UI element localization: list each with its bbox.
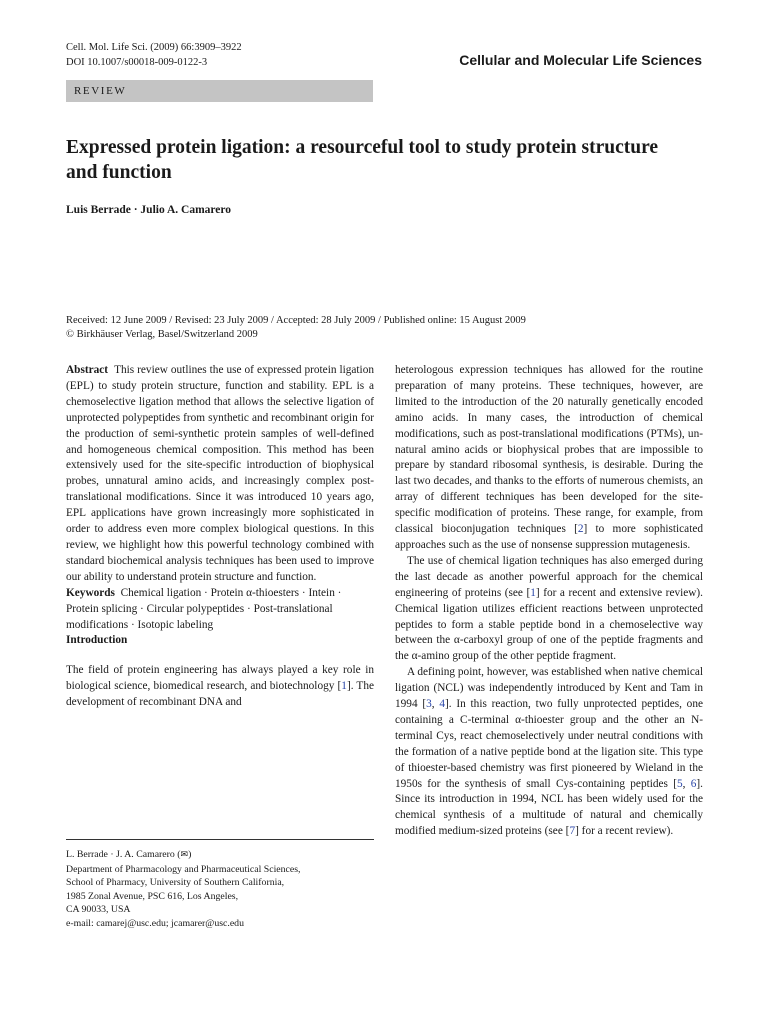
body-text: , xyxy=(682,777,691,790)
ref-link[interactable]: 6 xyxy=(690,777,697,790)
footnote-authors-close: ) xyxy=(188,849,192,860)
citation: Cell. Mol. Life Sci. (2009) 66:3909–3922 xyxy=(66,42,242,53)
body-text: heterologous expression techniques has allowed for the routine preparation of many proteins. These techniques, however, are limited to the introduction of the 20 naturally genetically encoded amino acids. In many cases, the introduction of chemical modifications, such as post-translational modifications (PTMs), un-natural amino acids or biophysical probes that are impossible to prepare by standard ribosomal synthesis, is desirable. During the last two decades, and thanks to the efforts of numerous chemists, an array of different techniques has been developed for the site-specific modification of proteins. These range, for example, from classical bioconjugation techniques [ xyxy=(395,364,703,536)
intro-text: The field of protein engineering has always played a key role in biological science, biomedical research, and biotechnology [ xyxy=(66,664,374,693)
introduction-heading: Introduction xyxy=(66,634,128,647)
body-paragraph xyxy=(395,665,703,840)
left-column xyxy=(66,363,374,711)
body-text: , xyxy=(431,698,440,711)
dates-line: Received: 12 June 2009 / Revised: 23 July 2009 / Accepted: 28 July 2009 / Published online: 15 August 2009 xyxy=(66,315,526,326)
copyright-line: © Birkhäuser Verlag, Basel/Switzerland 2009 xyxy=(66,329,258,340)
review-label: REVIEW xyxy=(66,80,373,102)
keywords-label: Keywords xyxy=(66,586,115,599)
intro-text: ]. The development of recombinant DNA and xyxy=(66,680,374,709)
ref-link[interactable]: 4 xyxy=(439,698,446,711)
body-paragraph xyxy=(395,363,703,554)
ref-link[interactable]: 7 xyxy=(569,825,576,838)
envelope-icon: ✉ xyxy=(180,850,189,860)
keywords xyxy=(66,586,374,634)
ref-link[interactable]: 1 xyxy=(341,680,347,693)
abstract xyxy=(66,363,374,586)
footnote-authors xyxy=(66,848,376,863)
body-text: ] for a recent review). xyxy=(575,825,674,838)
body-text: A defining point, however, was established when native chemical ligation (NCL) was independently introduced by Kent and Tam in 1994 [ xyxy=(395,666,703,711)
author-footnote xyxy=(66,848,376,931)
ref-link[interactable]: 2 xyxy=(577,523,584,536)
footnote-divider xyxy=(66,839,374,840)
introduction-paragraph xyxy=(66,663,374,711)
article-title: Expressed protein ligation: a resourceful tool to study protein structure and function xyxy=(66,137,659,183)
publication-history xyxy=(66,314,526,342)
affiliation-line: School of Pharmacy, University of Southern California, xyxy=(66,877,285,889)
affiliation-line: Department of Pharmacology and Pharmaceutical Sciences, xyxy=(66,863,301,875)
journal-name: Cellular and Molecular Life Sciences xyxy=(459,52,702,68)
body-text: ]. Since its introduction in 1994, NCL has been widely used for the chemical synthesis of a multitude of natural and chemically modified medium-sized proteins (see [ xyxy=(395,777,703,838)
body-text: ]. In this reaction, two fully unprotected peptides, one containing a C-terminal α-thioester group and the other an N-terminal Cys, react chemoselectively under neutral conditions with the formation of a native peptide bond at the ligation site. This type of thioester-based chemistry was first pioneered by Wieland in the 1950s for the synthesis of small Cys-containing peptides [ xyxy=(395,698,703,790)
ref-link[interactable]: 5 xyxy=(676,777,683,790)
body-text: The use of chemical ligation techniques has also emerged during the last decade as another powerful approach for the chemical engineering of proteins (see [ xyxy=(395,554,703,599)
affiliation-line: CA 90033, USA xyxy=(66,904,131,916)
footnote-authors-text: L. Berrade · J. A. Camarero ( xyxy=(66,849,181,860)
affiliation-line: 1985 Zonal Avenue, PSC 616, Los Angeles, xyxy=(66,890,239,902)
body-paragraph xyxy=(395,554,703,665)
abstract-text: This review outlines the use of expressed protein ligation (EPL) to study protein structure, function and stability. EPL is a chemoselective ligation method that allows the selective ligation of unprotected polypeptides from synthetic and recombinant origin for the production of semi-synthetic protein samples of well-defined and homogeneous chemical composition. This method has been extensively used for the site-specific introduction of biophysical probes, unnatural amino acids, and increasingly complex post-translational modifications. Since it was introduced 10 years ago, EPL applications have grown increasingly more sophisticated in order to address even more complex biological questions. In this review, we highlight how this powerful technology combined with standard biochemical analysis techniques has been used to improve our ability to understand protein structure and function. xyxy=(66,364,374,583)
author-list: Luis Berrade · Julio A. Camarero xyxy=(66,204,232,216)
running-header xyxy=(66,40,242,70)
ref-link[interactable]: 3 xyxy=(426,698,432,711)
body-text: ] for a recent and extensive review). Chemical ligation utilizes efficient reactions between unprotected peptides to form a stable peptide bond in a chemoselective way between the α-carboxyl group of one of the peptide fragments and the α-amino group of the other peptide fragment. xyxy=(395,586,703,663)
abstract-label: Abstract xyxy=(66,364,109,376)
right-column xyxy=(395,363,703,840)
ref-link[interactable]: 1 xyxy=(530,586,536,599)
body-text: ] to more sophisticated approaches such as the use of nonsense suppression mutagenesis. xyxy=(395,523,703,551)
keywords-text: Chemical ligation · Protein α-thioesters · Intein · Protein splicing · Circular polypeptides · Post-translational modifications · Isotopic labeling xyxy=(66,586,342,631)
doi: DOI 10.1007/s00018-009-0122-3 xyxy=(66,57,208,68)
email-line: e-mail: camarej@usc.edu; jcamarer@usc.edu xyxy=(66,917,244,929)
